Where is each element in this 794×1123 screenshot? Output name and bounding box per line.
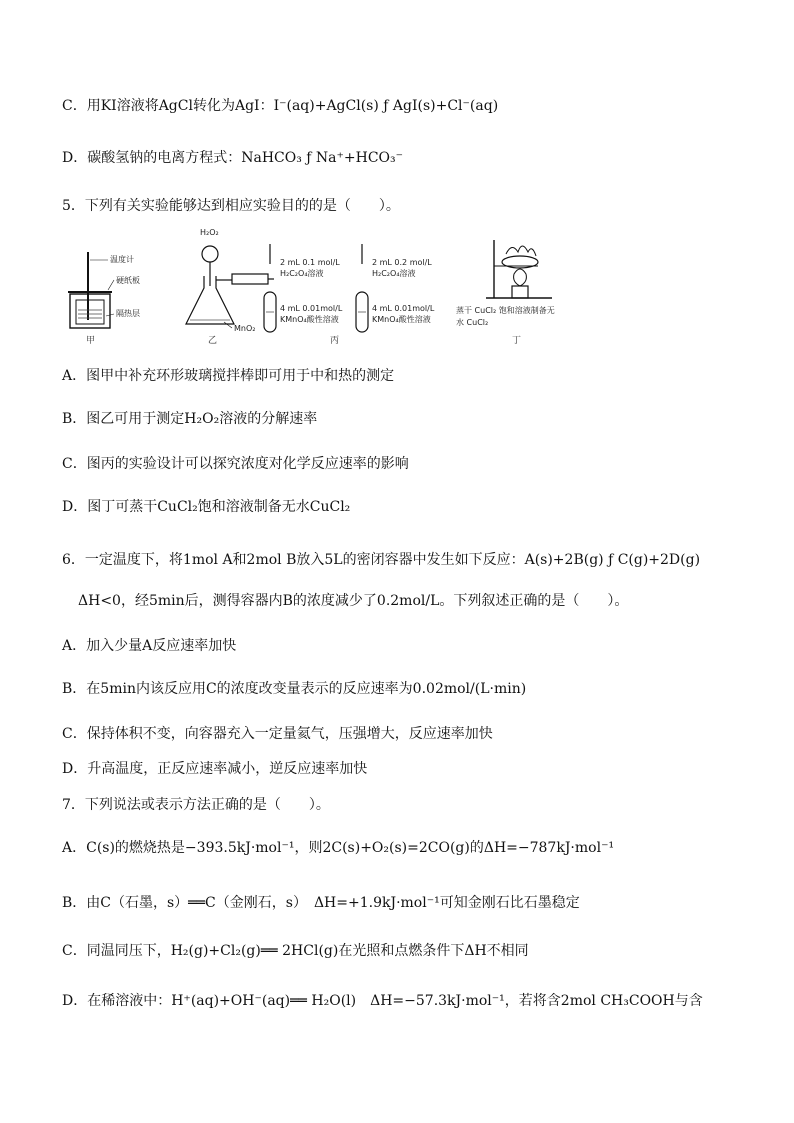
label-tube2-oxalic: H₂C₂O₄溶液 bbox=[372, 269, 416, 278]
label-mno2: MnO₂ bbox=[234, 324, 256, 333]
option-7a: A．C(s)的燃烧热是−393.5kJ·mol⁻¹，则2C(s)+O₂(s)=2CO(g)的ΔH=−787kJ·mol⁻¹ bbox=[62, 840, 615, 856]
label-insulation: 隔热层 bbox=[116, 309, 140, 318]
label-tube2-oxalic-conc: 2 mL 0.2 mol/L bbox=[372, 258, 432, 267]
question-7-stem: 7．下列说法或表示方法正确的是（ ）。 bbox=[62, 797, 330, 813]
label-tube1-kmno4-conc: 4 mL 0.01mol/L bbox=[280, 304, 343, 313]
option-4d: D．碳酸氢钠的电离方程式：NaHCO₃ ƒ Na⁺+HCO₃⁻ bbox=[62, 150, 404, 166]
option-6a: A．加入少量A反应速率加快 bbox=[62, 638, 237, 654]
question-6-stem-line1: 6．一定温度下，将1mol A和2mol B放入5L的密闭容器中发生如下反应：A(s)+2B(g) ƒ C(g)+2D(g) bbox=[62, 552, 701, 568]
label-evaporate-line1: 蒸干 CuCl₂ 饱和溶液制备无 bbox=[456, 306, 555, 315]
option-4c: C．用KI溶液将AgCl转化为AgI：I⁻(aq)+AgCl(s) ƒ AgI(s)+Cl⁻(aq) bbox=[62, 98, 499, 114]
option-5c: C．图丙的实验设计可以探究浓度对化学反应速率的影响 bbox=[62, 456, 409, 472]
caption-bing: 丙 bbox=[330, 336, 340, 346]
label-thermometer: 温度计 bbox=[110, 255, 134, 264]
option-7b: B．由C（石墨，s）══C（金刚石，s） ΔH=+1.9kJ·mol⁻¹可知金刚石比石墨稳定 bbox=[62, 895, 580, 911]
option-6d: D．升高温度，正反应速率减小，逆反应速率加快 bbox=[62, 761, 368, 777]
label-tube1-oxalic-conc: 2 mL 0.1 mol/L bbox=[280, 258, 340, 267]
caption-jia: 甲 bbox=[86, 336, 96, 346]
option-6b: B．在5min内该反应用C的浓度改变量表示的反应速率为0.02mol/(L·min) bbox=[62, 681, 527, 697]
label-tube1-oxalic: H₂C₂O₄溶液 bbox=[280, 269, 324, 278]
figure-yi bbox=[174, 224, 274, 348]
option-5a: A．图甲中补充环形玻璃搅拌棒即可用于中和热的测定 bbox=[62, 368, 395, 384]
label-tube2-kmno4-conc: 4 mL 0.01mol/L bbox=[372, 304, 435, 313]
caption-ding: 丁 bbox=[512, 336, 522, 346]
label-h2o2: H₂O₂ bbox=[200, 228, 219, 237]
question-5-stem: 5．下列有关实验能够达到相应实验目的的是（ ）。 bbox=[62, 198, 400, 214]
test-tubes-drawing bbox=[260, 224, 450, 348]
option-7d: D．在稀溶液中：H⁺(aq)+OH⁻(aq)══ H₂O(l) ΔH=−57.3kJ·mol⁻¹，若将含2mol CH₃COOH与含 bbox=[62, 993, 703, 1009]
label-cardboard: 硬纸板 bbox=[116, 276, 140, 285]
question-6-stem-line2: ΔH<0，经5min后，测得容器内B的浓度减少了0.2mol/L。下列叙述正确的是（ ）。 bbox=[78, 593, 629, 609]
caption-yi: 乙 bbox=[208, 336, 218, 346]
figure-bing bbox=[260, 224, 450, 348]
label-evaporate-line2: 水 CuCl₂ bbox=[456, 318, 489, 327]
option-7c: C．同温同压下，H₂(g)+Cl₂(g)══ 2HCl(g)在光照和点燃条件下ΔH不相同 bbox=[62, 943, 529, 959]
option-6c: C．保持体积不变，向容器充入一定量氦气，压强增大，反应速率加快 bbox=[62, 726, 493, 742]
flask-syringe-drawing bbox=[174, 224, 274, 348]
option-5b: B．图乙可用于测定H₂O₂溶液的分解速率 bbox=[62, 411, 318, 427]
figure-jia bbox=[64, 224, 174, 348]
experiment-figures bbox=[64, 224, 584, 348]
label-tube1-kmno4: KMnO₄酸性溶液 bbox=[280, 315, 339, 324]
figure-ding bbox=[456, 224, 584, 348]
label-tube2-kmno4: KMnO₄酸性溶液 bbox=[372, 315, 431, 324]
evaporation-drawing bbox=[456, 224, 584, 348]
calorimeter-drawing bbox=[64, 224, 174, 348]
option-5d: D．图丁可蒸干CuCl₂饱和溶液制备无水CuCl₂ bbox=[62, 499, 351, 515]
